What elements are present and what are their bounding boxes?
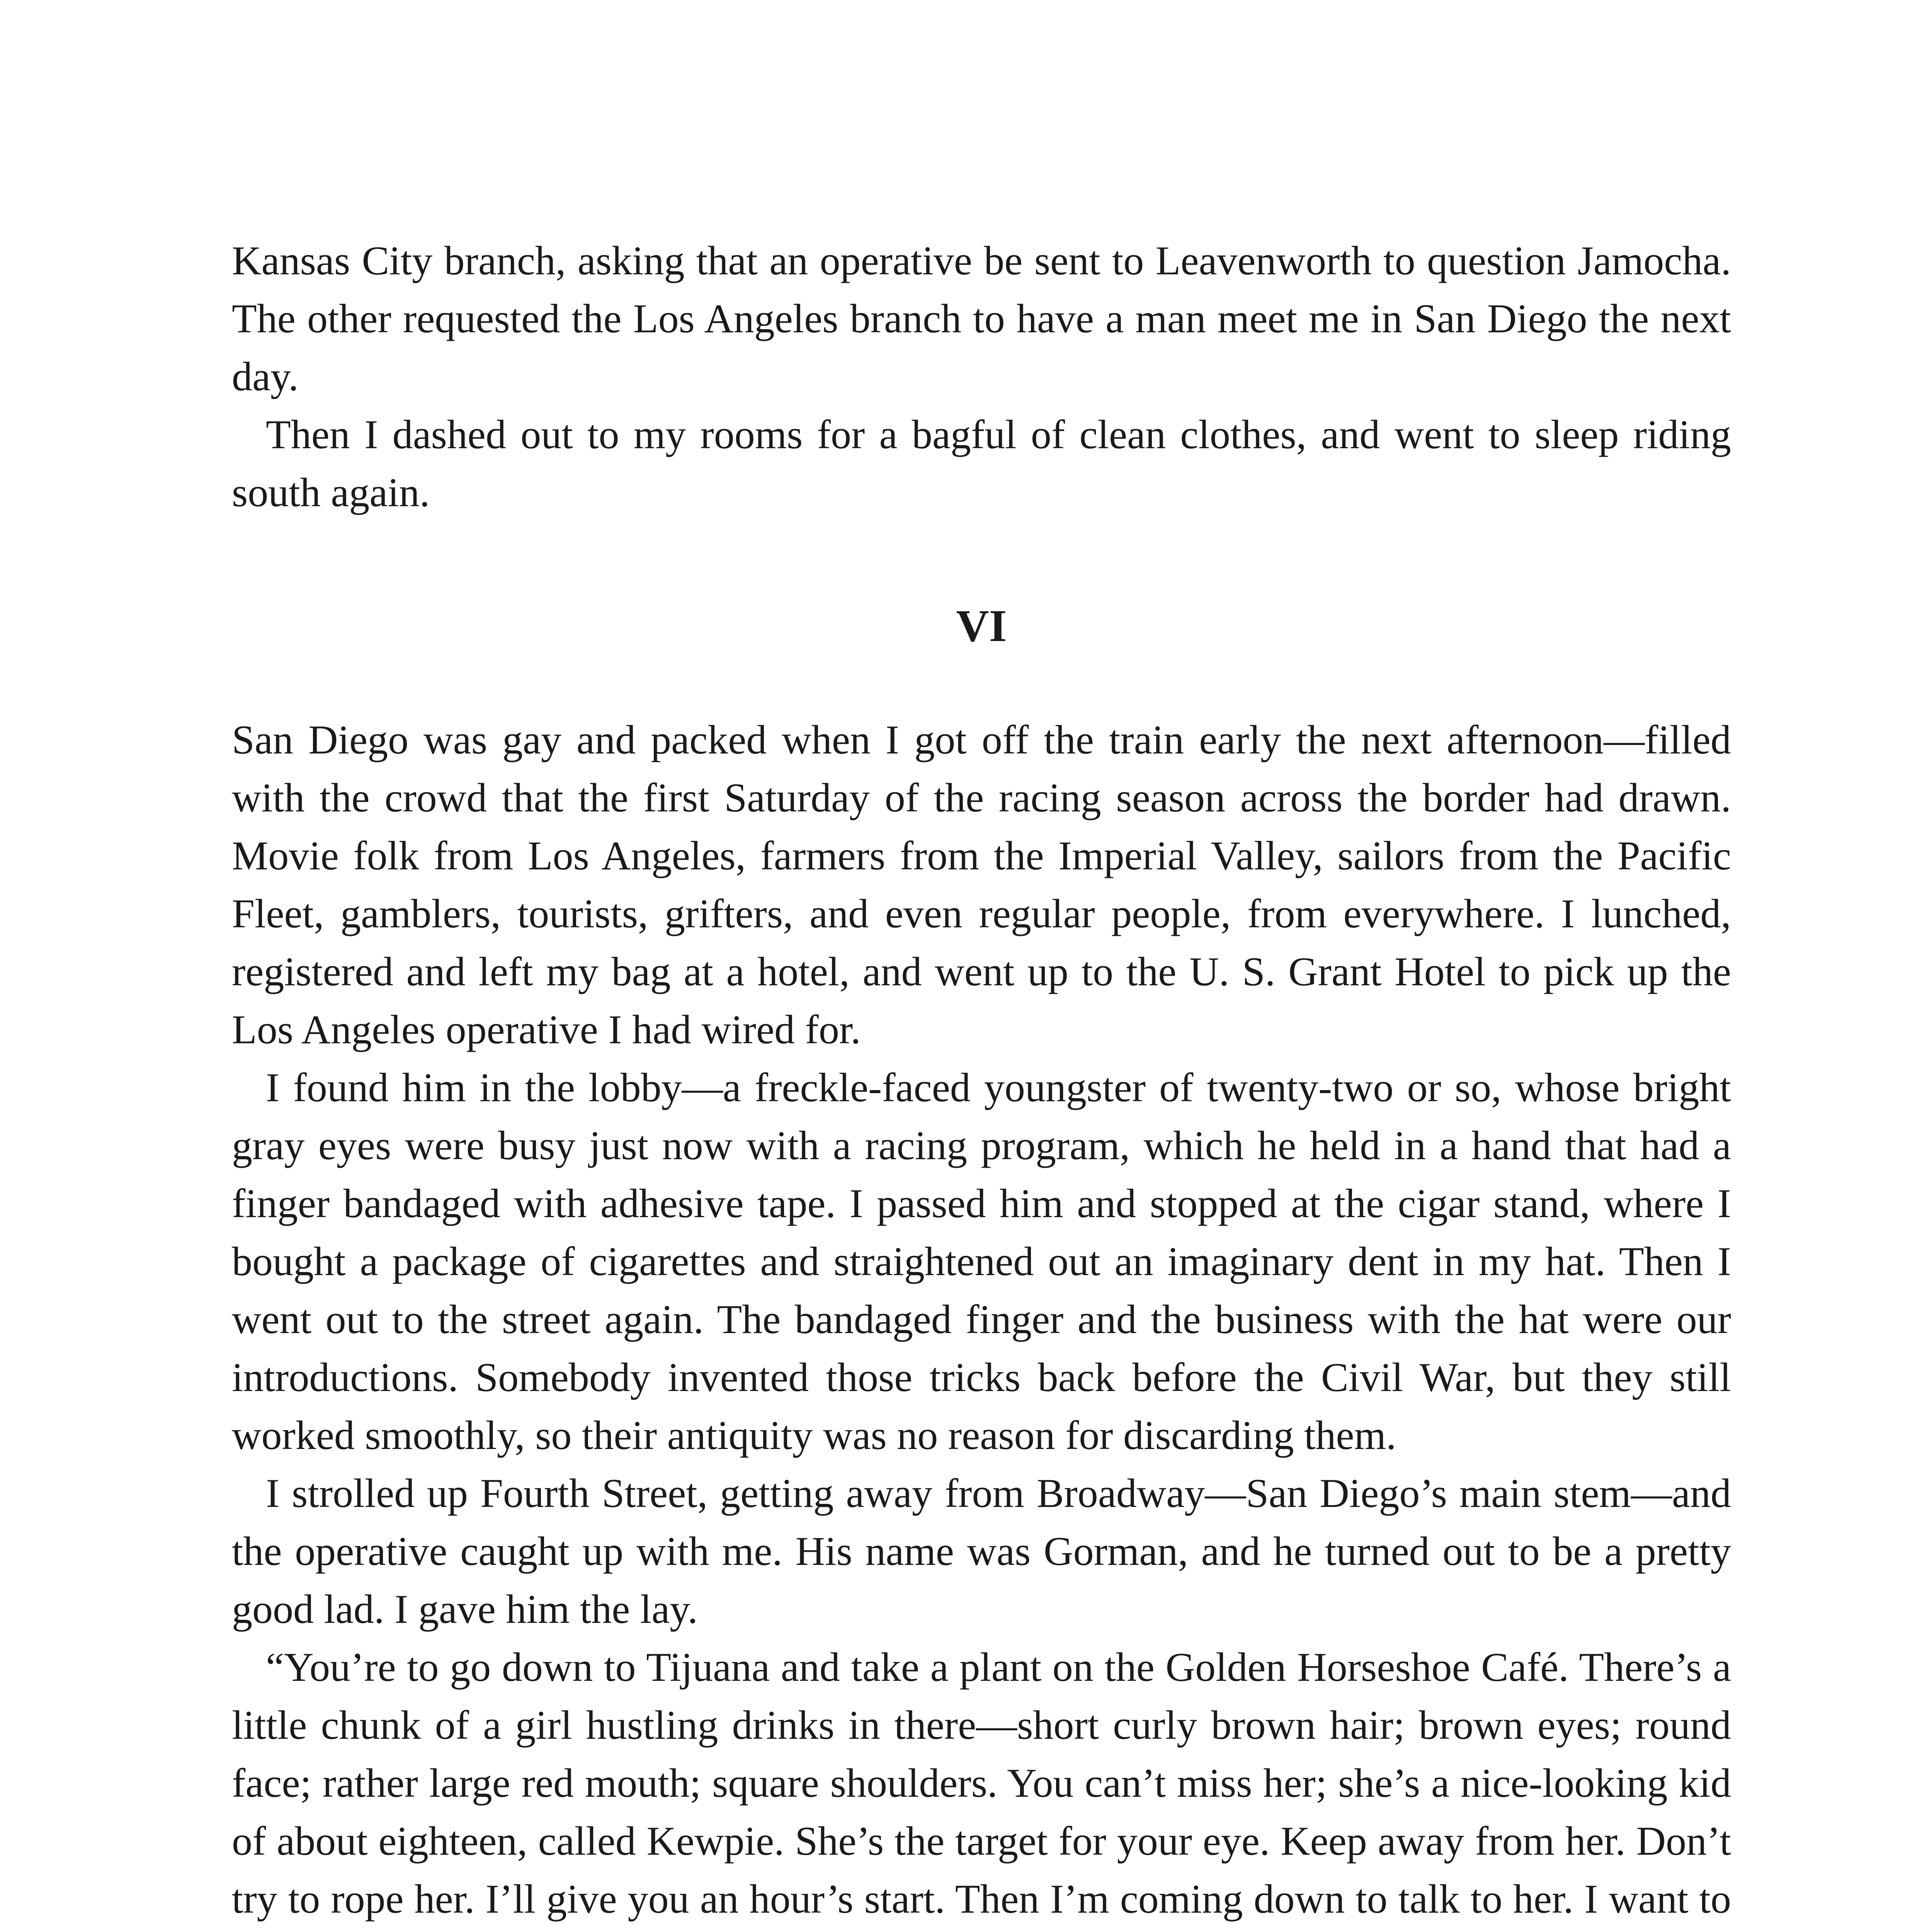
chapter-heading: VI	[956, 600, 1007, 651]
chapter-paragraph: “You’re to go down to Tijuana and take a plant on the Golden Horseshoe Café. There’s a little chunk of a girl hustling drinks in there—short curly brown hair; brown eyes; round face; rather large red mouth; square shoulders. You can’t miss her; she’s a nice-looking kid of about eighteen, called Kewpie. She’s the target for your eye. Keep away from her. Don’t try to rope her. I’ll give you an hour’s start. Then I’m coming down to talk to her. I want to	[232, 1645, 1731, 1922]
section-closing-paragraph: Then I dashed out to my rooms for a bagful of clean clothes, and went to sleep riding south again.	[232, 412, 1731, 515]
chapter-paragraph: San Diego was gay and packed when I got off the train early the next afternoon—filled with the crowd that the first Saturday of the racing season across the border had drawn. Movie folk from Los Angeles, farmers from the Imperial Valley, sailors from the Pacific Fleet, gamblers, tourists, grifters, and even regular people, from everywhere. I lunched, registered and left my bag at a hotel, and went up to the U. S. Grant Hotel to pick up the Los Angeles operative I had wired for.	[232, 717, 1731, 1052]
chapter-body-text	[232, 711, 1731, 1932]
chapter-paragraph: I strolled up Fourth Street, getting away from Broadway—San Diego’s main stem—and the operative caught up with me. His name was Gorman, and he turned out to be a pretty good lad. I gave him the lay.	[232, 1471, 1731, 1632]
previous-section-text	[232, 232, 1731, 522]
chapter-paragraph: I found him in the lobby—a freckle-faced youngster of twenty-two or so, whose bright gray eyes were busy just now with a racing program, which he held in a hand that had a finger bandaged with adhesive tape. I passed him and stopped at the cigar stand, where I bought a package of cigarettes and straightened out an imaginary dent in my hat. Then I went out to the street again. The bandaged finger and the business with the hat were our introductions. Somebody invented those tricks back before the Civil War, but they still worked smoothly, so their antiquity was no reason for discarding them.	[232, 1065, 1731, 1458]
continuation-paragraph: Kansas City branch, asking that an operative be sent to Leavenworth to question Jamocha. The other requested the Los Angeles branch to have a man meet me in San Diego the next day.	[232, 238, 1731, 399]
